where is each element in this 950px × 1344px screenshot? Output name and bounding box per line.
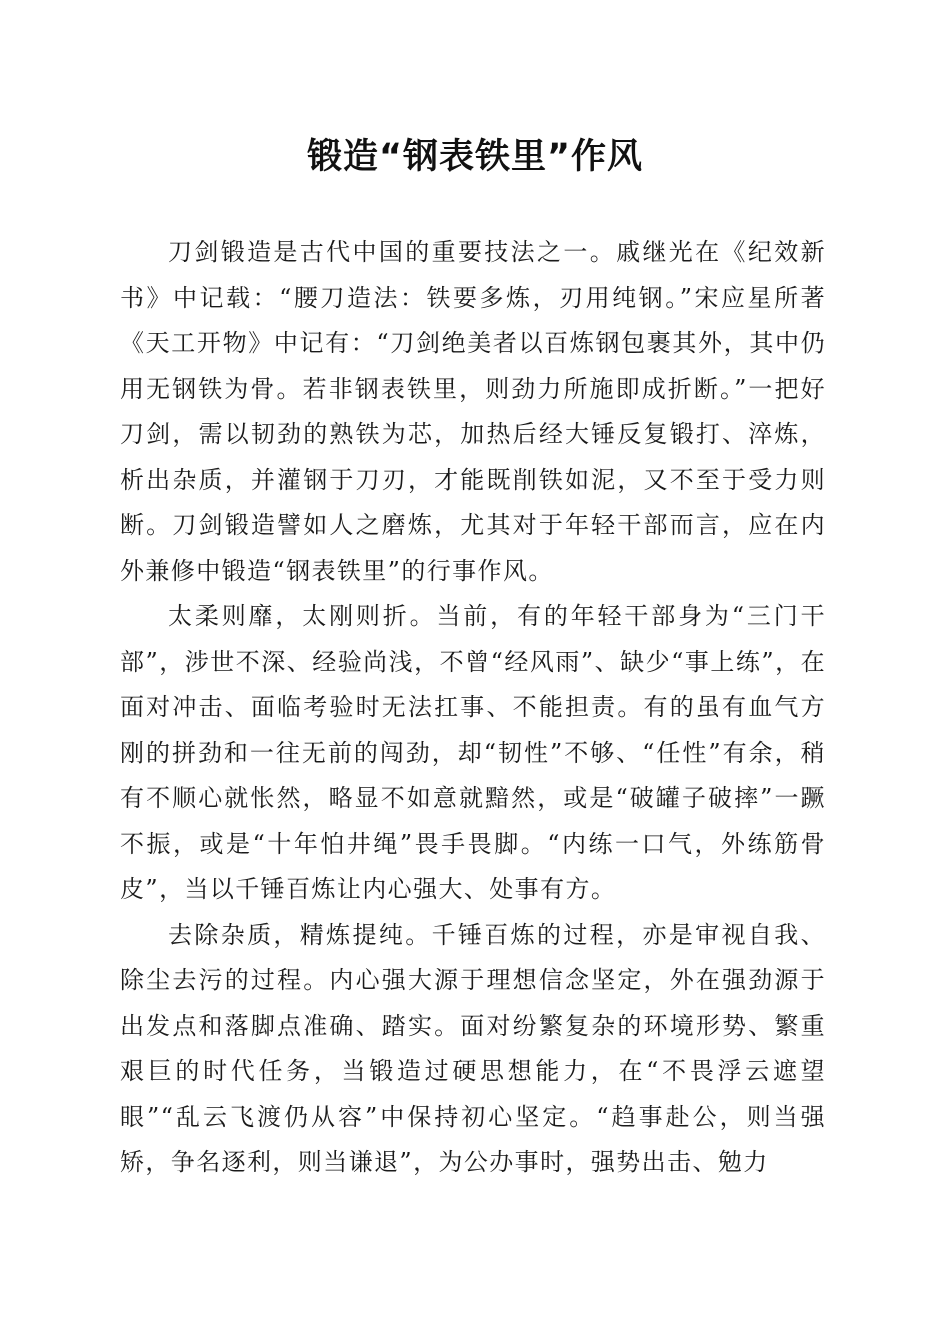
document-body bbox=[120, 230, 826, 1186]
paragraph-1: 刀剑锻造是古代中国的重要技法之一。戚继光在《纪效新书》中记载：“腰刀造法：铁要多炼，刃用纯钢。”宋应星所著《天工开物》中记有：“刀剑绝美者以百炼钢包裹其外，其中仍用无钢铁为骨。若非钢表铁里，则劲力所施即成折断。”一把好刀剑，需以韧劲的熟铁为芯，加热后经大锤反复锻打、淬炼，析出杂质，并灌钢于刀刃，才能既削铁如泥，又不至于受力则断。刀剑锻造譬如人之磨炼，尤其对于年轻干部而言，应在内外兼修中锻造“钢表铁里”的行事作风。 bbox=[120, 238, 826, 585]
document-title: 锻造“钢表铁里”作风 bbox=[306, 137, 643, 177]
paragraph-2: 太柔则靡，太刚则折。当前，有的年轻干部身为“三门干部”，涉世不深、经验尚浅，不曾“经风雨”、缺少“事上练”，在面对冲击、面临考验时无法扛事、不能担责。有的虽有血气方刚的拼劲和一往无前的闯劲，却“韧性”不够、“任性”有余，稍有不顺心就怅然，略显不如意就黯然，或是“破罐子破摔”一蹶不振，或是“十年怕井绳”畏手畏脚。“内练一口气，外练筋骨皮”，当以千锤百炼让内心强大、处事有方。 bbox=[120, 602, 826, 903]
paragraph-3: 去除杂质，精炼提纯。千锤百炼的过程，亦是审视自我、除尘去污的过程。内心强大源于理想信念坚定，外在强劲源于出发点和落脚点准确、踏实。面对纷繁复杂的环境形势、繁重艰巨的时代任务，当锻造过硬思想能力，在“不畏浮云遮望眼”“乱云飞渡仍从容”中保持初心坚定。“趋事赴公，则当强矫，争名逐利，则当谦退”，为公办事时，强势出击、勉力 bbox=[120, 920, 826, 1176]
